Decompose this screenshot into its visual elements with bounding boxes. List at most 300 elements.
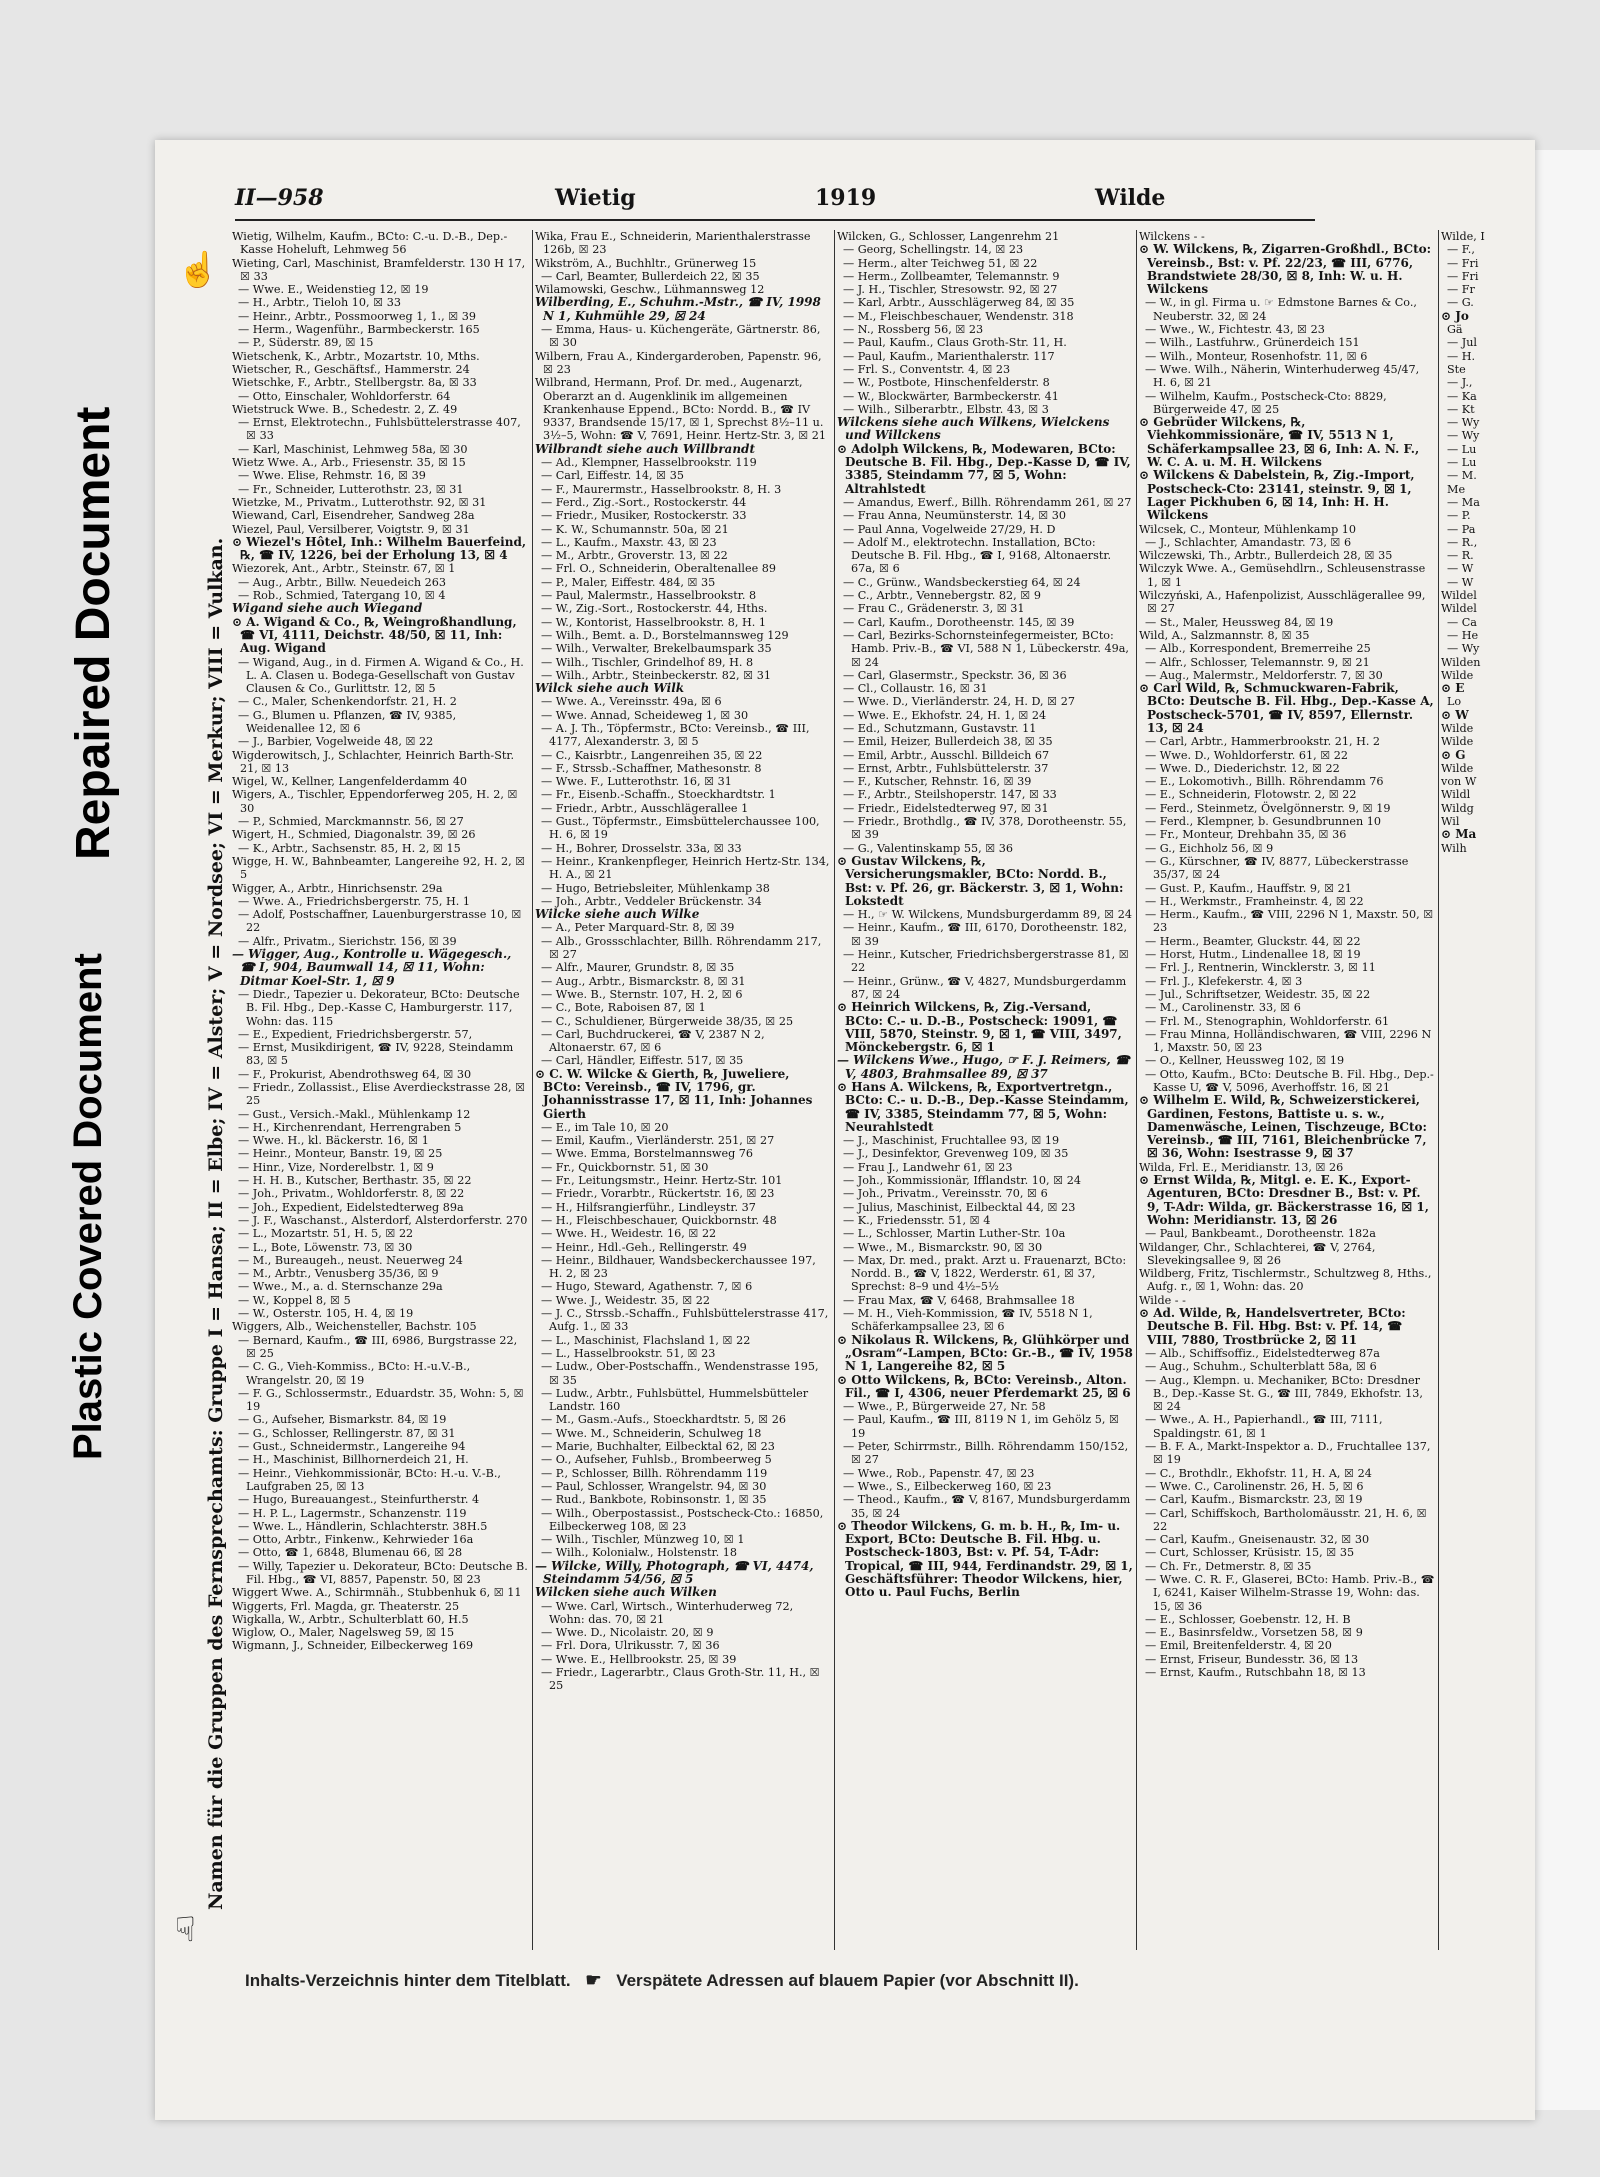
directory-entry: Wilde (1441, 668, 1474, 682)
directory-entry: — M., Carolinenstr. 33, ☒ 6 (1145, 1001, 1301, 1015)
directory-entry: — Wwe. C. R. F., Glaserei, BCto: Hamb. Priv.-B., ☎ I, 6241, Kaiser Wilhelm-Strasse 19, Wohn: das. 15, ☒ 36 (1145, 1572, 1435, 1613)
directory-entry: Wigers, A., Tischler, Eppendorferweg 205, H. 2, ☒ 30 (232, 788, 518, 815)
directory-entry: — Wwe., W., Fichtestr. 43, ☒ 23 (1145, 323, 1325, 337)
directory-entry: — B. F. A., Markt-Inspektor a. D., Fruchtallee 137, ☒ 19 (1145, 1440, 1431, 1467)
directory-entry: — Heinr., Monteur, Banstr. 19, ☒ 25 (238, 1147, 443, 1161)
directory-entry: — Wilh., Tischler, Münzweg 10, ☒ 1 (541, 1533, 745, 1547)
directory-entry: — Carl, Glasermstr., Speckstr. 36, ☒ 36 (843, 668, 1067, 682)
directory-entry: — Wwe. Wilh., Näherin, Winterhuderweg 45/47, H. 6, ☒ 21 (1145, 362, 1420, 390)
directory-entry: — Frau Max, ☎ V, 6468, Brahmsallee 18 (843, 1293, 1075, 1307)
directory-entry: — Ernst, Elektrotechn., Fuhlsbüttelerstrasse 407, ☒ 33 (238, 416, 521, 443)
directory-entry: — Frl. J., Rentnerin, Wincklerstr. 3, ☒ 11 (1145, 961, 1376, 975)
directory-entry: — Wilhelm, Kaufm., Postscheck-Cto: 8829, Bürgerweide 47, ☒ 25 (1145, 389, 1387, 416)
directory-entry: — K., Friedensstr. 51, ☒ 4 (843, 1213, 991, 1227)
directory-entry: — P. (1447, 509, 1471, 523)
directory-entry: Wigel, W., Kellner, Langenfelderdamm 40 (232, 775, 468, 789)
directory-entry: — Herm., alter Teichweg 51, ☒ 22 (843, 256, 1038, 270)
column-4 (1136, 230, 1435, 1950)
directory-entry: — Wwe. Elise, Rehmstr. 16, ☒ 39 (238, 469, 426, 483)
pointing-hand-down-icon: ☟ (175, 1910, 196, 1950)
directory-entry: — Heinr., Kutscher, Friedrichsbergerstrasse 81, ☒ 22 (843, 948, 1129, 975)
column-5-cut (1438, 230, 1531, 1950)
directory-entry: — M. (1447, 469, 1477, 483)
directory-entry: Wietscher, R., Geschäftsf., Hammerstr. 24 (232, 362, 470, 376)
directory-entry: — Heinr., Viehkommissionär, BCto: H.-u. V.-B., Laufgraben 25, ☒ 13 (238, 1466, 501, 1493)
directory-entry: — J., Maschinist, Fruchtallee 93, ☒ 19 (843, 1134, 1060, 1148)
directory-entry: — E., Basinrsfeldw., Vorsetzen 58, ☒ 9 (1145, 1626, 1363, 1640)
directory-entry: ⊙ Ma (1441, 827, 1477, 842)
directory-entry: — Otto, Einschaler, Wohldorferstr. 64 (238, 389, 451, 403)
directory-entry: Wigert, H., Schmied, Diagonalstr. 39, ☒ 26 (232, 828, 476, 842)
directory-entry: Wilde (1441, 721, 1474, 735)
directory-entry: — Friedr., Eidelstedterweg 97, ☒ 31 (843, 801, 1049, 815)
directory-entry: — Gust. P., Kaufm., Hauffstr. 9, ☒ 21 (1145, 881, 1352, 895)
directory-entry: — Bernard, Kaufm., ☎ III, 6986, Burgstrasse 22, ☒ 25 (238, 1333, 518, 1360)
directory-entry: ⊙ E (1441, 681, 1465, 696)
directory-entry: Me (1447, 482, 1466, 496)
directory-entry: — Ernst, Friseur, Bundesstr. 36, ☒ 13 (1145, 1652, 1359, 1666)
column-3 (834, 230, 1133, 1950)
directory-entry: — Gust., Versich.-Makl., Mühlenkamp 12 (238, 1107, 471, 1121)
directory-entry: — Max, Dr. med., prakt. Arzt u. Frauenarzt, BCto: Nordd. B., ☎ V, 1822, Werderstr. 61, ☒ 37, Sprechst: 8–9 und 4½–5½ (843, 1253, 1127, 1294)
directory-entry: Wiggert Wwe. A., Schirmnäh., Stubbenhuk 6, ☒ 11 (232, 1586, 522, 1600)
directory-entry: ⊙ C. W. Wilcke & Gierth, ℞, Juweliere, BCto: Vereinsb., ☎ IV, 1796, gr. Johannisstrasse 17, ☒ 11, Inh: Johannes Gierth (535, 1066, 813, 1121)
exchange-groups-note (165, 290, 225, 1910)
directory-entry: — W (1447, 562, 1474, 576)
directory-entry: Wilcsek, C., Monteur, Mühlenkamp 10 (1139, 522, 1357, 536)
directory-entry: — L., Bote, Löwenstr. 73, ☒ 30 (238, 1240, 413, 1254)
directory-entry: Wilbern, Frau A., Kindergarderoben, Papenstr. 96, ☒ 23 (535, 349, 822, 376)
directory-entry: — Alb., Schiffsoffiz., Eidelstedterweg 87a (1145, 1346, 1380, 1360)
directory-entry: ⊙ Otto Wilckens, ℞, BCto: Vereinsb., Alton. Fil., ☎ I, 4306, neuer Pferdemarkt 25, ☒ 6 (837, 1372, 1131, 1400)
directory-entry: Wietig, Wilhelm, Kaufm., BCto: C.-u. D.-B., Dep.-Kasse Hoheluft, Lehmweg 56 (232, 230, 508, 257)
directory-entry: — Wwe., A. H., Papierhandl., ☎ III, 7111, Spaldingstr. 61, ☒ 1 (1145, 1413, 1383, 1440)
directory-entry: — Frau C., Grädenerstr. 3, ☒ 31 (843, 602, 1025, 616)
directory-entry: — Fri (1447, 256, 1479, 270)
directory-entry: — Paul, Bankbeamt., Dorotheenstr. 182a (1145, 1227, 1376, 1241)
directory-entry: Ste (1447, 362, 1466, 376)
directory-entry: — C., Grünw., Wandsbeckerstieg 64, ☒ 24 (843, 575, 1081, 589)
directory-entry: Lo (1447, 695, 1462, 709)
header-first-name: Wietig (555, 185, 636, 211)
directory-entry: von W (1441, 775, 1477, 789)
directory-entry: — Herm., Beamter, Gluckstr. 44, ☒ 22 (1145, 934, 1361, 948)
directory-entry: — Wilh., Tischler, Grindelhof 89, H. 8 (541, 655, 754, 669)
directory-entry: Wilbrand, Hermann, Prof. Dr. med., Augenarzt, Oberarzt an d. Augenklinik im allgemeinen Krankenhause Eppend., BCto: Nordd. B., ☎ IV 9337, Brandsende 15/17, ☒ 1, Sprechst 8½–11 u. 3½–5, Wohn: ☎ V, 7691, Heinr. Hertz-Str. 3, ☒ 21 (535, 376, 827, 443)
directory-entry: — Gust., Schneidermstr., Langereihe 94 (238, 1440, 466, 1454)
directory-entry: — F. G., Schlossermstr., Eduardstr. 35, Wohn: 5, ☒ 19 (238, 1386, 524, 1414)
directory-entry: — K. W., Schumannstr. 50a, ☒ 21 (541, 522, 729, 536)
directory-entry: — Wwe. H., Weidestr. 16, ☒ 22 (541, 1227, 717, 1241)
directory-entry: — G., Aufseher, Bismarkstr. 84, ☒ 19 (238, 1413, 447, 1427)
directory-entry: Wilck siehe auch Wilk (535, 681, 685, 696)
directory-entry: — Rud., Bankbote, Robinsonstr. 1, ☒ 35 (541, 1493, 767, 1507)
directory-entry: — Wwe. H., kl. Bäckerstr. 16, ☒ 1 (238, 1134, 429, 1148)
directory-entry: — Wilh., Kolonialw., Holstenstr. 18 (541, 1546, 737, 1560)
directory-entry: — Fr., Monteur, Drehbahn 35, ☒ 36 (1145, 828, 1347, 842)
directory-entry: — Wilh., Silberarbtr., Elbstr. 43, ☒ 3 (843, 402, 1049, 416)
directory-entry: Wietstruck Wwe. B., Schedestr. 2, Z. 49 (232, 402, 458, 416)
directory-entry: — C., Schuldiener, Bürgerweide 38/35, ☒ 25 (541, 1014, 794, 1028)
directory-entry: ⊙ Wiezel's Hôtel, Inh.: Wilhelm Bauerfeind, ℞, ☎ IV, 1226, bei der Erholung 13, ☒ 4 (232, 534, 527, 563)
directory-entry: — Wwe. J., Weidestr. 35, ☒ 22 (541, 1293, 711, 1307)
next-page-edge (1525, 150, 1600, 2110)
directory-entry: — E., im Tale 10, ☒ 20 (541, 1120, 669, 1134)
directory-entry: — M., Fleischbeschauer, Wendenstr. 318 (843, 309, 1074, 323)
directory-entry: — Ferd., Zig.-Sort., Rostockerstr. 44 (541, 495, 747, 509)
directory-entry: — Frau J., Landwehr 61, ☒ 23 (843, 1160, 1013, 1174)
directory-entry: — L., Hasselbrookstr. 51, ☒ 23 (541, 1346, 716, 1360)
column-1 (230, 230, 528, 1950)
directory-entry: Wilcke siehe auch Wilke (535, 907, 700, 922)
directory-entry: Wika, Frau E., Schneiderin, Marienthalerstrasse 126b, ☒ 23 (535, 230, 811, 257)
directory-entry: — Wwe. A., Friedrichsbergerstr. 75, H. 1 (238, 894, 470, 908)
directory-entry: Wigkalla, W., Arbtr., Schulterblatt 60, H.5 (232, 1612, 469, 1626)
directory-entry: — F., Strssb.-Schaffner, Mathesonstr. 8 (541, 761, 762, 775)
directory-entry: Wietz Wwe. A., Arb., Friesenstr. 35, ☒ 15 (232, 456, 466, 470)
directory-entry: — H., Arbtr., Tieloh 10, ☒ 33 (238, 296, 401, 310)
directory-entry: — Hinr., Vize, Norderelbstr. 1, ☒ 9 (238, 1160, 434, 1174)
plastic-covered-label: Plastic Covered Document (66, 953, 110, 1460)
directory-entry: — Wwe. M., Schneiderin, Schulweg 18 (541, 1426, 762, 1440)
directory-entry: Wilbrandt siehe auch Willbrandt (535, 441, 755, 456)
directory-entry: Wilcken, G., Schlosser, Langenrehm 21 (837, 230, 1060, 243)
directory-entry: Wiezel, Paul, Versilberer, Voigtstr. 9, ☒ 31 (232, 522, 470, 536)
directory-entry: Wilczyk Wwe. A., Gemüsehdlrn., Schleusenstrasse 1, ☒ 1 (1139, 562, 1426, 589)
directory-entry: — Ernst, Musikdirigent, ☎ IV, 9228, Steindamm 83, ☒ 5 (238, 1041, 514, 1068)
directory-entry: — Ernst, Arbtr., Fuhlsbüttelerstr. 37 (843, 761, 1049, 775)
directory-entry: — W., Kontorist, Hasselbrookstr. 8, H. 1 (541, 615, 767, 629)
directory-entry: — C. G., Vieh-Kommiss., BCto: H.-u.V.-B., Wrangelstr. 20, ☒ 19 (238, 1360, 471, 1387)
repaired-document-label: Repaired Document (67, 406, 120, 860)
directory-entry: — Heinr., Krankenpfleger, Heinrich Hertz-Str. 134, H. A., ☒ 21 (541, 854, 830, 882)
directory-entry: ⊙ A. Wigand & Co., ℞, Weingroßhandlung, ☎ VI, 4111, Deichstr. 48/50, ☒ 11, Inh: Aug. Wigand (232, 614, 517, 656)
directory-entry: — Peter, Schirrmstr., Billh. Röhrendamm 150/152, ☒ 27 (843, 1440, 1129, 1467)
directory-entry: Wiewand, Carl, Eisendreher, Sandweg 28a (232, 509, 475, 523)
directory-entry: Wild, A., Salzmannstr. 8, ☒ 35 (1139, 628, 1310, 642)
directory-entry: — Fri (1447, 269, 1479, 283)
directory-entry: — Aug., Arbtr., Billw. Neuedeich 263 (238, 575, 447, 589)
directory-entry: — G., Eichholz 56, ☒ 9 (1145, 841, 1274, 855)
directory-entry: ⊙ Wilhelm E. Wild, ℞, Schweizerstickerei, Gardinen, Festons, Battiste u. s. w., Damenwäsche, Leinen, Tischzeuge, BCto: Vereinsb., ☎ III, 7161, Bleichenbrücke 7, ☒ 36, Wohn: Isestrasse 9, ☒ 37 (1139, 1093, 1427, 1161)
directory-entry: — M., Bureaugeh., neust. Neuerweg 24 (238, 1253, 463, 1267)
footer-section-note: (vor Abschnitt II). (939, 1971, 1079, 1990)
directory-entry: ⊙ W (1441, 707, 1469, 722)
directory-entry: — Alb., Grossschlachter, Billh. Röhrendamm 217, ☒ 27 (541, 934, 822, 962)
directory-entry: — E., Schlosser, Goebenstr. 12, H. B (1145, 1612, 1351, 1626)
directory-entry: — Fr (1447, 283, 1475, 297)
side-labels (18, 160, 120, 1880)
directory-entry: — Emma, Haus- u. Küchengeräte, Gärtnerstr. 86, ☒ 30 (541, 323, 821, 350)
directory-entry: Wilczewski, Th., Arbtr., Bullerdeich 28, ☒ 35 (1139, 549, 1393, 563)
directory-entry: Wilamowski, Geschw., Lühmannsweg 12 (535, 283, 765, 297)
directory-entry: ⊙ W. Wilckens, ℞, Zigarren-Großhdl., BCto: Vereinsb., Bst: v. Pf. 22/23, ☎ III, 6776, Brandstwiete 28/30, ☒ 8, Inh: W. u. H. Wilckens (1139, 242, 1432, 297)
pointing-hand-up-icon: ☝ (177, 250, 220, 290)
directory-entry: — J., (1447, 376, 1473, 390)
directory-entry: — Horst, Hutm., Lindenallee 18, ☒ 19 (1145, 948, 1361, 962)
directory-entry: — G., Blumen u. Pflanzen, ☎ IV, 9385, Weidenallee 12, ☒ 6 (238, 708, 457, 735)
directory-entry: — Ad., Klempner, Hasselbrookstr. 119 (541, 456, 757, 470)
directory-entry: Wiggerts, Frl. Magda, gr. Theaterstr. 25 (232, 1599, 460, 1613)
directory-entry: — L., Kaufm., Maxstr. 43, ☒ 23 (541, 535, 717, 549)
directory-entry: — Herm., Wagenführ., Barmbeckerstr. 165 (238, 323, 480, 337)
directory-entry: — Emil, Arbtr., Ausschl. Billdeich 67 (843, 748, 1050, 762)
directory-entry: — Georg, Schellingstr. 14, ☒ 23 (843, 243, 1024, 257)
directory-entry: — Emil, Breitenfelderstr. 4, ☒ 20 (1145, 1639, 1332, 1653)
directory-entry: — Adolf M., elektrotechn. Installation, BCto: Deutsche B. Fil. Hbg., ☎ I, 9168, Altonaerstr. 67a, ☒ 6 (843, 535, 1112, 576)
directory-entry: — Wwe., Rob., Papenstr. 47, ☒ 23 (843, 1466, 1035, 1480)
directory-entry: — W., in gl. Firma u. ☞ Edmstone Barnes & Co., Neuberstr. 32, ☒ 24 (1145, 296, 1417, 323)
directory-entry: — F., Prokurist, Abendrothsweg 64, ☒ 30 (238, 1067, 472, 1081)
directory-entry: Wildanger, Chr., Schlachterei, ☎ V, 2764, Slevekingsallee 9, ☒ 26 (1139, 1240, 1376, 1267)
directory-entry: — W., Blockwärter, Barmbeckerstr. 41 (843, 389, 1059, 403)
directory-columns (230, 230, 1530, 1950)
directory-entry: — G., Schlosser, Rellingerstr. 87, ☒ 31 (238, 1426, 456, 1440)
header-year: 1919 (815, 185, 877, 211)
directory-entry: — O., Aufseher, Fuhlsb., Brombeerweg 5 (541, 1453, 772, 1467)
directory-entry: — Wwe. Annad, Scheideweg 1, ☒ 30 (541, 708, 749, 722)
directory-entry: — Wy (1447, 642, 1480, 656)
directory-entry: Wigderowitsch, J., Schlachter, Heinrich Barth-Str. 21, ☒ 13 (232, 748, 515, 775)
directory-entry: Wilde (1441, 761, 1474, 775)
directory-entry: — Paul, Kaufm., Marienthalerstr. 117 (843, 349, 1055, 363)
directory-entry: — E., Schneiderin, Flotowstr. 2, ☒ 22 (1145, 788, 1357, 802)
directory-entry: — M., Arbtr., Venusberg 35/36, ☒ 9 (238, 1267, 439, 1281)
directory-entry: — G. (1447, 296, 1474, 310)
directory-entry: — Aug., Klempn. u. Mechaniker, BCto: Dresdner B., Dep.-Kasse St. G., ☎ III, 7849, Ekhofstr. 13, ☒ 24 (1145, 1373, 1423, 1414)
directory-entry: — A. J. Th., Töpfermstr., BCto: Vereinsb., ☎ III, 4177, Alexanderstr. 3, ☒ 5 (541, 721, 810, 749)
directory-entry: — Karl, Arbtr., Ausschlägerweg 84, ☒ 35 (843, 296, 1075, 310)
directory-entry: Wieting, Carl, Maschinist, Bramfelderstr. 130 H 17, ☒ 33 (232, 256, 526, 283)
directory-entry: — W., Postbote, Hinschenfelderstr. 8 (843, 376, 1050, 390)
directory-page (155, 140, 1535, 2120)
directory-entry: — Carl, Kaufm., Dorotheenstr. 145, ☒ 39 (843, 615, 1075, 629)
directory-entry: — G., Valentinskamp 55, ☒ 36 (843, 841, 1014, 855)
directory-entry: ⊙ Wilckens & Dabelstein, ℞, Zig.-Import, Postscheck-Cto: 23141, steinstr. 9, ☒ 1, Lager Pickhuben 6, ☒ 14, Inh: H. H. Wilckens (1139, 468, 1415, 523)
directory-entry: — J. F., Waschanst., Alsterdorf, Alsterdorferstr. 270 (238, 1213, 528, 1227)
directory-entry: — Wwe. F., Lutterothstr. 16, ☒ 31 (541, 775, 732, 789)
directory-entry: — Carl, Buchdruckerei, ☎ V, 2387 N 2, Altonaerstr. 67, ☒ 6 (541, 1027, 765, 1055)
directory-entry: Wigger, A., Arbtr., Hinrichsenstr. 29a (232, 881, 443, 895)
directory-entry: — Wwe., P., Bürgerweide 27, Nr. 58 (843, 1400, 1046, 1414)
directory-entry: Gä (1447, 323, 1463, 337)
directory-entry: — Aug., Schuhm., Schulterblatt 58a, ☒ 6 (1145, 1360, 1377, 1374)
pointing-hand-icon: ☛ (585, 1970, 602, 1990)
directory-entry: — Rob., Schmied, Tatergang 10, ☒ 4 (238, 589, 446, 603)
directory-entry: — Alb., Korrespondent, Bremerreihe 25 (1145, 642, 1371, 656)
directory-entry: ⊙ Gebrüder Wilckens, ℞, Viehkommissionäre, ☎ IV, 5513 N 1, Schäferkampsallee 23, ☒ 6, Inh: A. N. F., W. C. A. u. M. H. Wilckens (1139, 415, 1420, 470)
directory-entry: — Joh., Privatm., Wohldorferstr. 8, ☒ 22 (238, 1187, 465, 1201)
directory-entry: — Otto, Arbtr., Finkenw., Kehrwieder 16a (238, 1533, 474, 1547)
directory-entry: — Paul, Schlosser, Wrangelstr. 94, ☒ 30 (541, 1479, 767, 1493)
directory-entry: — H., Kirchenrendant, Herrengraben 5 (238, 1120, 462, 1134)
directory-entry: — Alfr., Schlosser, Telemannstr. 9, ☒ 21 (1145, 655, 1370, 669)
directory-entry: ⊙ Jo (1441, 308, 1469, 323)
directory-entry: — Wwe. B., Sternstr. 107, H. 2, ☒ 6 (541, 987, 743, 1001)
directory-entry: — Carl, Schiffskoch, Bartholomäusstr. 21, H. 6, ☒ 22 (1145, 1506, 1427, 1533)
directory-entry: — H., Maschinist, Billhornerdeich 21, H. (238, 1453, 469, 1467)
directory-entry: Wilde, I (1441, 230, 1485, 243)
directory-entry: — Adolf, Postschaffner, Lauenburgerstrasse 10, ☒ 22 (238, 908, 522, 935)
directory-entry: — Carl, Bezirks-Schornsteinfegermeister, BCto: Hamb. Priv.-B., ☎ VI, 588 N 1, Lübeckerstr. 49a, ☒ 24 (843, 628, 1129, 669)
directory-entry: — Wilh., Verwalter, Brekelbaumspark 35 (541, 642, 772, 656)
directory-entry: ⊙ Theodor Wilckens, G. m. b. H., ℞, Im- u. Export, BCto: Deutsche B. Fil. Hbg. u. Postscheck-1803, Bst: v. Pf. 54, T-Adr: Tropical, ☎ III, 944, Ferdinandstr. 29, ☒ 1, Geschäftsführer: Theodor Wilckens, hier, Otto u. Paul Fuchs, Berlin (837, 1518, 1133, 1600)
directory-entry: ⊙ Carl Wild, ℞, Schmuckwaren-Fabrik, BCto: Deutsche B. Fil. Hbg., Dep.-Kasse A, Postscheck-5701, ☎ IV, 8597, Ellernstr. 13, ☒ 24 (1139, 681, 1434, 735)
directory-entry: Wilda, Frl. E., Meridianstr. 13, ☒ 26 (1139, 1160, 1344, 1174)
directory-entry: — He (1447, 628, 1479, 642)
directory-entry: — Cl., Collaustr. 16, ☒ 31 (843, 682, 988, 696)
directory-entry: — Joh., Kommissionär, Ifflandstr. 10, ☒ 24 (843, 1174, 1081, 1188)
directory-entry: — F., Kutscher, Rehnstr. 16, ☒ 39 (843, 775, 1032, 789)
directory-entry: Wilh (1441, 841, 1467, 855)
directory-entry: — Friedr., Lagerarbtr., Claus Groth-Str. 11, H., ☒ 25 (541, 1666, 820, 1693)
directory-entry: — Friedr., Vorarbtr., Rückertstr. 16, ☒ 23 (541, 1187, 775, 1201)
directory-entry: — Fr., Schneider, Lutterothstr. 23, ☒ 31 (238, 482, 464, 496)
directory-entry: — Heinr., Hdl.-Geh., Rellingerstr. 49 (541, 1240, 747, 1254)
directory-entry: Wildberg, Fritz, Tischlermstr., Schultzweg 8, Hths., Aufg. r., ☒ 1, Wohn: das. 20 (1139, 1267, 1432, 1294)
directory-entry: Wilde - - (1139, 1293, 1186, 1307)
directory-entry: — Wigger, Aug., Kontrolle u. Wägegesch., ☎ I, 904, Baumwall 14, ☒ 11, Wohn: Ditmar Koel-Str. 1, ☒ 9 (232, 947, 512, 988)
directory-entry: Wietzke, M., Privatm., Lutterothstr. 92, ☒ 31 (232, 495, 487, 509)
directory-entry: — Hugo, Betriebsleiter, Mühlenkamp 38 (541, 881, 770, 895)
directory-entry: — Joh., Privatm., Vereinsstr. 70, ☒ 6 (843, 1187, 1048, 1201)
directory-entry: — Theod., Kaufm., ☎ V, 8167, Mundsburgerdamm 35, ☒ 24 (843, 1493, 1131, 1520)
directory-entry: — Friedr., Musiker, Rostockerstr. 33 (541, 509, 747, 523)
directory-entry: — M., Arbtr., Groverstr. 13, ☒ 22 (541, 549, 728, 563)
directory-entry: Wildel (1441, 602, 1477, 616)
directory-entry: ⊙ Nikolaus R. Wilckens, ℞, Glühkörper und „Osram“-Lampen, BCto: Gr.-B., ☎ IV, 1958 N 1, Langereihe 82, ☒ 5 (837, 1332, 1133, 1374)
directory-entry: — Lu (1447, 442, 1477, 456)
directory-entry: — Wilh., Lastfuhrw., Grünerdeich 151 (1145, 336, 1360, 350)
directory-entry: — Carl, Kaufm., Gneisenaustr. 32, ☒ 30 (1145, 1533, 1370, 1547)
directory-entry: Wil (1441, 815, 1460, 829)
directory-entry: — Aug., Arbtr., Bismarckstr. 8, ☒ 31 (541, 974, 746, 988)
directory-entry: — P., Süderstr. 89, ☒ 15 (238, 336, 374, 350)
directory-entry: Wildl (1441, 788, 1471, 802)
directory-entry: — P., Maler, Eiffestr. 484, ☒ 35 (541, 575, 716, 589)
directory-entry: — Amandus, Ewerf., Billh. Röhrendamm 261, ☒ 27 (843, 495, 1132, 509)
directory-entry: — J., Schlachter, Amandastr. 73, ☒ 6 (1145, 535, 1352, 549)
directory-entry: — F., (1447, 243, 1475, 257)
directory-entry: — Frl. M., Stenographin, Wohldorferstr. 61 (1145, 1014, 1390, 1028)
directory-entry: — E., Expedient, Friedrichsbergerstr. 57, (238, 1027, 473, 1041)
directory-entry: — J. H., Tischler, Stresowstr. 92, ☒ 27 (843, 283, 1058, 297)
directory-entry: — Carl, Händler, Eiffestr. 517, ☒ 35 (541, 1054, 744, 1068)
directory-entry: — Wwe., M., Bismarckstr. 90, ☒ 30 (843, 1240, 1043, 1254)
directory-entry: Wildel (1441, 589, 1477, 603)
directory-entry: — Frau Anna, Neumünsterstr. 14, ☒ 30 (843, 509, 1067, 523)
directory-entry: — C., Bote, Raboisen 87, ☒ 1 (541, 1001, 706, 1015)
directory-entry: — Frl. O., Schneiderin, Oberaltenallee 89 (541, 562, 777, 576)
directory-entry: — Paul, Malermstr., Hasselbrookstr. 8 (541, 589, 757, 603)
directory-entry: — Wwe. L., Händlerin, Schlachterstr. 38H.5 (238, 1519, 488, 1533)
directory-entry: — Curt, Schlosser, Krüsistr. 15, ☒ 35 (1145, 1546, 1355, 1560)
directory-entry: — Wigand, Aug., in d. Firmen A. Wigand & Co., H. L. A. Clasen u. Bodega-Gesellschaft von Gustav Clausen & Co., Gurlittstr. 12, ☒ 5 (238, 655, 524, 696)
directory-entry: — Ch. Fr., Detmerstr. 8, ☒ 35 (1145, 1559, 1312, 1573)
directory-entry: — Wy (1447, 429, 1480, 443)
directory-entry: — Ferd., Steinmetz, Övelgönnerstr. 9, ☒ 19 (1145, 801, 1391, 815)
directory-entry: Wigand siehe auch Wiegand (232, 601, 423, 616)
directory-entry: — Herm., Kaufm., ☎ VIII, 2296 N 1, Maxstr. 50, ☒ 23 (1145, 908, 1434, 935)
directory-entry: — Ernst, Kaufm., Rutschbahn 18, ☒ 13 (1145, 1666, 1366, 1680)
directory-entry: — Jul (1447, 336, 1478, 350)
directory-entry: — Carl, Kaufm., Bismarckstr. 23, ☒ 19 (1145, 1493, 1363, 1507)
directory-entry: — Karl, Maschinist, Lehmweg 58a, ☒ 30 (238, 442, 468, 456)
directory-entry: — Ca (1447, 615, 1477, 629)
directory-entry: — P., Schlosser, Billh. Röhrendamm 119 (541, 1466, 768, 1480)
directory-entry: ⊙ G (1441, 747, 1466, 762)
directory-entry: — Marie, Buchhalter, Eilbecktal 62, ☒ 23 (541, 1440, 775, 1454)
directory-entry: — J. C., Strssb.-Schaffn., Fuhlsbüttelerstrasse 417, Aufg. 1., ☒ 33 (541, 1307, 829, 1334)
directory-entry: — Wwe. D., Vierländerstr. 24, H. D, ☒ 27 (843, 695, 1075, 709)
directory-entry: — W., Osterstr. 105, H. 4, ☒ 19 (238, 1307, 414, 1321)
directory-entry: — P., Schmied, Marckmannstr. 56, ☒ 27 (238, 815, 464, 829)
directory-entry: — Carl, Eiffestr. 14, ☒ 35 (541, 469, 684, 483)
directory-entry: — Alfr., Maurer, Grundstr. 8, ☒ 35 (541, 961, 735, 975)
directory-entry: — Friedr., Brothdlg., ☎ IV, 378, Dorotheenstr. 55, ☒ 39 (843, 815, 1127, 842)
directory-entry: — F., Maurermstr., Hasselbrookstr. 8, H. 3 (541, 482, 782, 496)
directory-entry: — Wwe. E., Weidenstieg 12, ☒ 19 (238, 283, 429, 297)
directory-entry: — Wwe. E., Hellbrookstr. 25, ☒ 39 (541, 1652, 737, 1666)
directory-entry: — Lu (1447, 456, 1477, 470)
directory-entry: — Paul, Kaufm., Claus Groth-Str. 11, H. (843, 336, 1067, 350)
directory-entry: — L., Maschinist, Flachsland 1, ☒ 22 (541, 1333, 751, 1347)
directory-entry: — H., Werkmstr., Framheinstr. 4, ☒ 22 (1145, 894, 1364, 908)
directory-entry: — Paul Anna, Vogelweide 27/29, H. D (843, 522, 1056, 536)
directory-entry: ⊙ Adolph Wilckens, ℞, Modewaren, BCto: Deutsche B. Fil. Hbg., Dep.-Kasse D, ☎ IV, 3385, Steindamm 77, ☒ 5, Wohn: Altrahlstedt (837, 441, 1131, 496)
directory-entry: — Wwe. E., Ekhofstr. 24, H. 1, ☒ 24 (843, 708, 1047, 722)
directory-entry: ⊙ Ad. Wilde, ℞, Handelsvertreter, BCto: Deutsche B. Fil. Hbg. Bst: v. Pf. 14, ☎ VIII, 7880, Trostbrücke 2, ☒ 11 (1139, 1306, 1406, 1347)
directory-entry: — Wilh., Oberpostassist., Postscheck-Cto.: 16850, Eilbeckerweg 108, ☒ 23 (541, 1506, 824, 1533)
directory-entry: — Wwe. D., Diederichstr. 12, ☒ 22 (1145, 761, 1340, 775)
directory-entry: — Ka (1447, 389, 1477, 403)
page-footer (245, 1970, 1345, 2000)
directory-entry: — C., Maler, Schenkendorfstr. 21, H. 2 (238, 695, 457, 709)
directory-entry: — Heinr., Arbtr., Possmoorweg 1, 1., ☒ 39 (238, 309, 477, 323)
directory-entry: — Wwe., S., Eilbeckerweg 160, ☒ 23 (843, 1479, 1052, 1493)
directory-entry: — E., Lokomotivh., Billh. Röhrendamm 76 (1145, 775, 1384, 789)
directory-entry: — H., Fleischbeschauer, Quickbornstr. 48 (541, 1213, 777, 1227)
directory-entry: — Heinr., Bildhauer, Wandsbeckerchaussee 197, H. 2, ☒ 23 (541, 1253, 816, 1281)
directory-entry: — Paul, Kaufm., ☎ III, 8119 N 1, im Gehölz 5, ☒ 19 (843, 1413, 1119, 1440)
column-2 (532, 230, 831, 1950)
directory-entry: — Pa (1447, 522, 1476, 536)
directory-entry: — R. (1447, 549, 1474, 563)
directory-entry: ⊙ Heinrich Wilckens, ℞, Zig.-Versand, BCto: C.- u. D.-B., Postscheck: 19091, ☎ VIII, 5870, Steinstr. 9, ☒ 1, ☎ VIII, 3497, Mönckebergstr. 6, ☒ 1 (837, 1000, 1122, 1055)
directory-entry: — St., Maler, Heussweg 84, ☒ 19 (1145, 615, 1334, 629)
directory-entry: — Carl, Beamter, Bullerdeich 22, ☒ 35 (541, 269, 760, 283)
directory-entry: Wilberding, E., Schuhm.-Mstr., ☎ IV, 1998 N 1, Kuhmühle 29, ☒ 24 (535, 295, 821, 323)
footer-late-addresses: Verspätete Adressen auf blauem Papier (616, 1971, 935, 1990)
directory-entry: Wilcken siehe auch Wilken (535, 1585, 717, 1600)
directory-entry: Wiglow, O., Maler, Nagelsweg 59, ☒ 15 (232, 1626, 455, 1640)
directory-entry: ⊙ Hans A. Wilckens, ℞, Exportvertretgn., BCto: C.- u. D.-B., Dep.-Kasse Steindamm, ☎ IV, 3385, Steindamm 77, ☒ 5, Wohn: Neurahlstedt (837, 1080, 1129, 1134)
directory-entry: Wigge, H. W., Bahnbeamter, Langereihe 92, H. 2, ☒ 5 (232, 854, 526, 882)
directory-entry: Wiggers, Alb., Weichensteller, Bachstr. 105 (232, 1320, 477, 1334)
directory-entry: — H. H. B., Kutscher, Berthastr. 35, ☒ 22 (238, 1174, 472, 1188)
directory-entry: — J., Barbier, Vogelweide 48, ☒ 22 (238, 735, 434, 749)
directory-entry: — Emil, Kaufm., Vierländerstr. 251, ☒ 27 (541, 1134, 775, 1148)
directory-entry: — Fr., Quickbornstr. 51, ☒ 30 (541, 1160, 709, 1174)
directory-entry: — Emil, Heizer, Bullerdeich 38, ☒ 35 (843, 735, 1053, 749)
directory-entry: — A., Peter Marquard-Str. 8, ☒ 39 (541, 921, 735, 935)
directory-entry: — H. (1447, 349, 1476, 363)
directory-entry: — Julius, Maschinist, Eilbecktal 44, ☒ 23 (843, 1200, 1076, 1214)
directory-entry: — Ferd., Klempner, b. Gesundbrunnen 10 (1145, 815, 1381, 829)
directory-entry: — Fr., Eisenb.-Schaffn., Stoeckhardtstr. 1 (541, 788, 776, 802)
directory-entry: — C., Kaisrbtr., Langenreihen 35, ☒ 22 (541, 748, 763, 762)
directory-entry: — Willy, Tapezier u. Dekorateur, BCto: Deutsche B. Fil. Hbg., ☎ VI, 8857, Papenstr. 50, ☒ 23 (238, 1559, 528, 1586)
